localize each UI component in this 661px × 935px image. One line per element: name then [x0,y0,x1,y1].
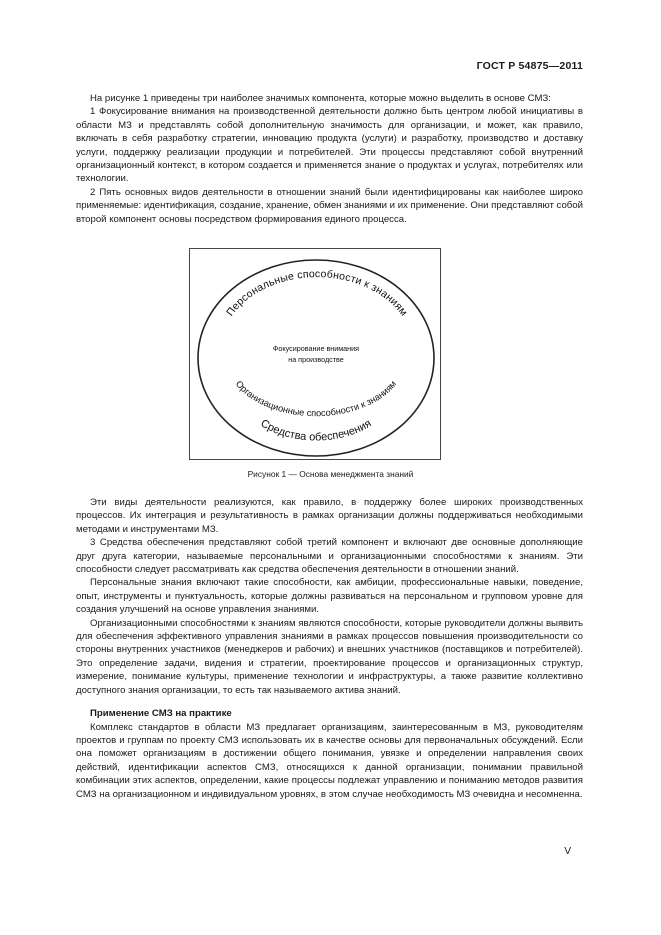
ring-label-top: Персональные способности к знаниям [224,268,410,319]
figure-caption: Рисунок 1 — Основа менеджмента знаний [247,469,414,479]
paragraph: 1 Фокусирование внимания на производственной деятельности должно быть центром любой инициативы в области МЗ и представлять собой дополнительную значимость для организации, и может, как правило, включать в себя разработку стратегии, инновацию продукта (услуги) и разработку, производство и доставку услуги, поддержку реализации продукции и потребителей. Эти процессы представляют собой внутренний организационный контекст, в котором создается и применяется знание о продуктах и услугах, потребителях или технологии. [76,106,583,185]
page-number: V [564,846,571,857]
paragraph: Эти виды деятельности реализуются, как правило, в поддержку более широких производственных процессов. Их интеграция и результативность в рамках организации должны поддерживаться необходимыми методами и инструментами МЗ. [76,497,583,535]
paragraph: Персональные знания включают такие способности, как амбиции, профессиональные навыки, поведение, опыт, инструменты и пунктуальность, которые должны развиваться на персональном и групповом уровне для создания улучшений на основе управления знаниями. [76,577,583,616]
paragraph: Комплекс стандартов в области МЗ предлагает организациям, заинтересованным в МЗ, руководителям проектов и группам по проекту СМЗ использовать их в качестве основы для первоначальных обсуждений. Если она поможет организациям в достижении общего понимания, увязке и определении направления своих действий, идентификации аспектов СМЗ, относящихся к данной организации, понимании правильной комбинации этих аспектов, определении, какие процессы подлежат управлению и пониманию методов развития СМЗ на организационном и индивидуальном уровнях, в этом случае необходимость МЗ очевидна и несомненна. [76,721,583,800]
standard-header: ГОСТ Р 54875—2011 [476,60,583,72]
paragraph: На рисунке 1 приведены три наиболее значимых компонента, которые можно выделить в основе СМЗ: [90,93,551,104]
center-label-line2: на производстве [288,355,344,364]
ring-label-outer-bottom: Средства обеспечения [258,417,374,444]
paragraph: Организационными способностями к знаниям являются способности, которые руководители должны выявить для обеспечения эффективного управления знаниями в рамках процессов повышения производительности со стороны внутренних участников (менеджеров и рабочих) и внешних участников (поставщиков и потребителей). Это определение задачи, видения и стратегии, проектирование процессов и организационных структур, измерение, понимание культуры, применение технологии и инфраструктуры, а также развитие коллективно доступного знания организации, то есть так называемого актива знаний. [76,617,583,696]
paragraph: 2 Пять основных видов деятельности в отношении знаний были идентифицированы как наиболее широко применяемые: идентификация, создание, хранение, обмен знаниями и их применение. Они представляют собой второй компонент основы посредством формирования единого процесса. [76,186,583,225]
paragraph: 3 Средства обеспечения представляют собой третий компонент и включают две основные дополняющие друг друга категории, называемые персональными и организационными способностями к знаниям. Эти способности следует рассматривать как средства обеспечения деятельности в отношении знаний. [76,537,583,576]
center-label-line1: Фокусирование внимания [272,344,360,353]
intro-text-block [76,92,583,226]
body-text-block [76,496,583,801]
km-framework-figure [189,248,441,460]
section-heading: Применение СМЗ на практике [90,708,232,720]
ring-label-inner-bottom: Организационные способности к знаниям [233,378,399,419]
framework-diagram [190,249,442,461]
